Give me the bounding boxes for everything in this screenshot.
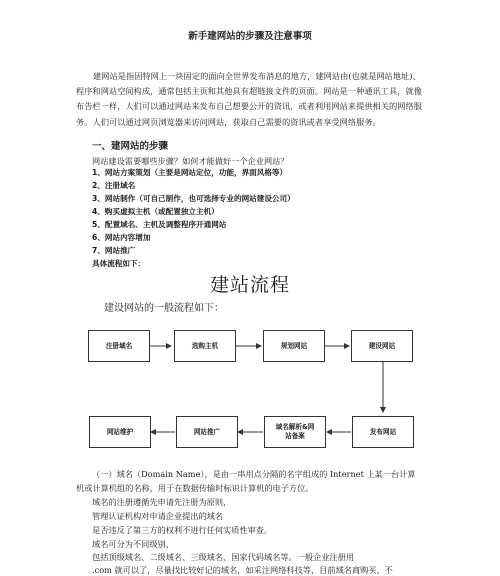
document-title: 新手建网站的步骤及注意事项 — [188, 31, 312, 42]
body-line: 是否违反了第三方的权利不进行任何实质性审查。 — [92, 525, 273, 535]
body-line: 域名可分为不同级别， — [92, 539, 174, 549]
body-line: 包括顶级域名、二级域名、三级域名、国家代码域名等。一般企业注册用 — [92, 552, 355, 562]
step-item: 4、购买虚拟主机（或配置独立主机） — [92, 207, 219, 216]
step-item: 1、网站方案策划（主要是网站定位，功能，界面风格等） — [92, 168, 288, 177]
step-item: 3、网站制作（可自己制作，也可选择专业的网站建设公司） — [92, 194, 295, 203]
flow-box-register-domain: 注册域名 — [88, 330, 150, 362]
step-item: 6、网站内容增加 — [92, 233, 151, 242]
flow-box-buy-host: 选购主机 — [174, 330, 236, 362]
step-item: 7、网站推广 — [92, 246, 136, 255]
section-question: 网站建设需要哪些步骤？如何才能做好一个企业网站？ — [92, 156, 289, 166]
flow-box-promote-site: 网站推广 — [176, 416, 238, 448]
flow-box-plan-site: 规划网站 — [263, 330, 325, 362]
flow-box-build-site: 建设网站 — [351, 330, 413, 362]
flow-box-maintain-site: 网站维护 — [89, 416, 151, 448]
body-line: 机或计算机组的名称，用于在数据传输时标识计算机的电子方位。 — [76, 483, 314, 493]
flow-box-publish-site: 发布网站 — [352, 416, 414, 448]
intro-paragraph: 建网站是指因特网上一块固定的面向全世界发布消息的地方，建网站由(也就是网站地址)、程序和网站空间构成，通常包括主页和其他具有超链接文件的页面。网站是一种通讯工具，就像布告栏一样，人们可以通过网站来发布自己想要公开的资讯，或者利用网站来提供相关的网络服务。人们可以通过网页浏览器来访问网站，获取自己需要的资讯或者享受网络服务。 — [76, 71, 422, 127]
flowchart-subtitle: 建设网站的一般流程如下： — [104, 303, 224, 314]
body-line: （一）域名（Domain Name），是由一串用点分隔的名字组成的 Internet 上某一台计算 — [92, 469, 416, 479]
step-item: 5、配置域名、主机及调整程序开通网站 — [92, 220, 227, 229]
flowchart-title: 建站流程 — [209, 274, 290, 296]
flow-box-resolve-domain: 域名解析&网站备案 — [264, 416, 326, 448]
flow-intro: 具体流程如下： — [92, 259, 146, 268]
step-item: 2、注册域名 — [92, 181, 136, 190]
body-line: .com 就可以了，尽量找比较好记的域名，如采注网络科技等，目前域名商购买，不 — [92, 565, 393, 575]
body-line: 域名的注册遵循先申请先注册为原则， — [92, 497, 232, 507]
body-line: 管理认证机构对申请企业提出的域名 — [92, 511, 224, 521]
section-heading: 一、建网站的步骤 — [92, 141, 169, 152]
